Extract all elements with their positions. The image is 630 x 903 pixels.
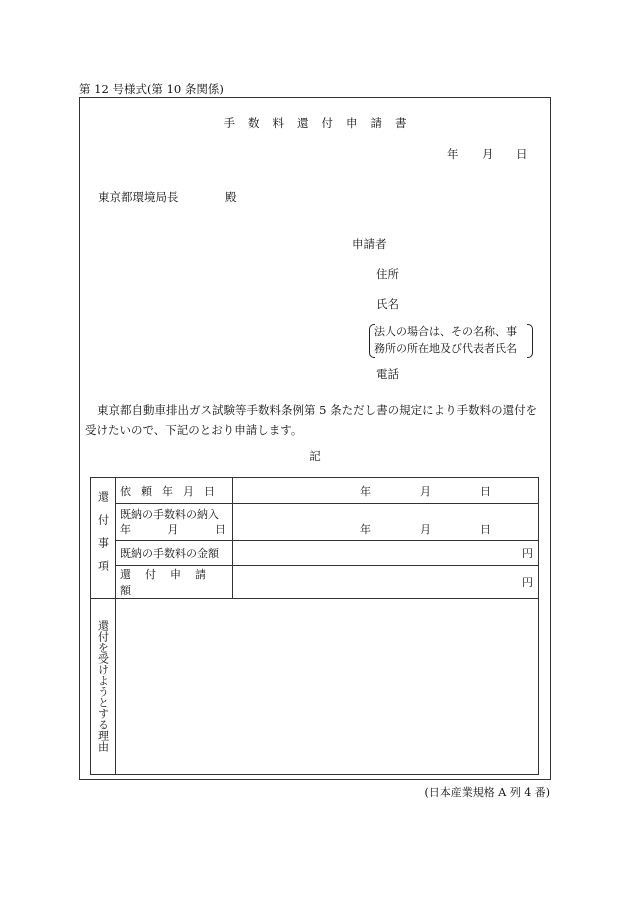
corporate-note-line1: 法人の場合は、その名称、事	[374, 325, 517, 338]
paid-date-month: 月	[420, 523, 431, 537]
table-row	[91, 504, 539, 541]
date-day[interactable]: 日	[516, 147, 528, 161]
paid-date-label-month: 月	[167, 523, 179, 536]
section-reason-label: 還付を受けようとする理由	[96, 619, 110, 752]
bracket-right	[527, 324, 533, 358]
refund-amount-value[interactable]	[233, 566, 539, 599]
honorific: 殿	[225, 190, 237, 204]
section-reason	[91, 599, 116, 775]
reason-text-area[interactable]	[116, 599, 539, 775]
paid-amount-value[interactable]	[233, 541, 539, 566]
form-number-label: 第 12 号様式(第 10 条関係)	[79, 82, 224, 96]
request-statement	[85, 400, 545, 440]
corporate-note-line2: 務所の所在地及び代表者氏名	[374, 342, 517, 355]
phone-field[interactable]: 電話	[376, 367, 399, 381]
form-title: 手数料還付申請書	[223, 116, 420, 130]
request-statement-line2: 受けたいので、下記のとおり申請します。	[85, 423, 303, 437]
section-refund-items	[91, 478, 116, 599]
corporate-note	[369, 324, 533, 358]
refund-amount-label: 還付申請額	[120, 568, 220, 597]
section-refund-items-label: 還付事項	[96, 491, 110, 583]
request-statement-line1: 東京都自動車排出ガス試験等手数料条例第 5 条ただし書の規定により手数料の還付を	[97, 403, 538, 417]
corporate-note-text	[374, 323, 517, 357]
date-year[interactable]: 年	[447, 147, 459, 161]
request-date-month: 月	[420, 484, 431, 498]
refund-details-table	[90, 477, 539, 775]
paper-size-note: (日本産業規格 A 列 4 番)	[424, 786, 550, 799]
paid-date-label-line1: 既納の手数料の納入	[120, 508, 219, 521]
table-row	[91, 566, 539, 599]
applicant-heading: 申請者	[352, 237, 387, 251]
request-date-value[interactable]	[233, 478, 539, 504]
request-date-label-cell	[116, 478, 233, 504]
paid-date-label-year: 年	[120, 523, 131, 536]
table-row	[91, 478, 539, 504]
refund-amount-yen: 円	[522, 576, 533, 589]
request-date-year: 年	[360, 484, 371, 498]
refund-amount-label-cell	[116, 566, 233, 599]
request-date-label: 依頼年月日	[120, 484, 225, 498]
paid-date-day: 日	[480, 523, 491, 537]
name-field[interactable]: 氏名	[376, 297, 399, 311]
paid-amount-label-cell	[116, 541, 233, 566]
paid-date-label-cell	[116, 504, 233, 541]
table-row	[91, 541, 539, 566]
paid-amount-label: 既納の手数料の金額	[120, 547, 219, 560]
ki-heading: 記	[309, 449, 321, 463]
paid-date-label-line2	[120, 522, 232, 537]
paid-date-value[interactable]	[233, 504, 539, 541]
address-field[interactable]: 住所	[376, 267, 399, 281]
table-row	[91, 599, 539, 775]
request-date-day: 日	[480, 484, 491, 498]
paid-date-label-day: 日	[215, 523, 226, 536]
addressee: 東京都環境局長	[98, 190, 179, 204]
paid-date-year: 年	[360, 523, 371, 537]
date-month[interactable]: 月	[482, 147, 494, 161]
paid-amount-yen: 円	[522, 547, 533, 560]
